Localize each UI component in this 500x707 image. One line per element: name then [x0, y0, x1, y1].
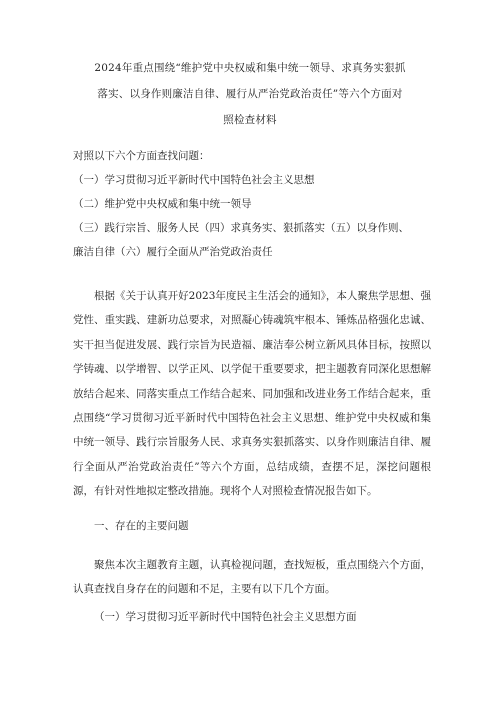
body-paragraph: 根据《关于认真开好2023年度民主生活会的通知》，本人聚焦学思想、强党性、重实践、建新功总要求，对照凝心铸魂筑牢根本、锤炼品格强化忠诚、实干担当促进发展、践行宗旨为民造福、廉洁奉公树立新风具体目标，按照以学铸魂、以学增智、以学正风、以学促干重要要求，把主题教育同深化思想解放结合起来、同落实重点工作结合起来、同加强和改进业务工作结合起来，重点围绕“学习贯彻习近平新时代中国特色社会主义思想、维护党中央权威和集中统一领导、践行宗旨服务人民、求真务实狠抓落实、以身作则廉洁自律、履行全面从严治党政治责任”等六个方面，总结成绩，查摆不足，深挖问题根源，有针对性地拟定整改措施。现将个人对照检查情况报告如下。: [73, 290, 431, 498]
title-line-1: 2024年重点围绕“维护党中央权威和集中统一领导、求真务实狠抓: [94, 62, 406, 74]
list-item: （一）学习贯彻习近平新时代中国特色社会主义思想: [73, 174, 315, 186]
title-line-2: 落实、以身作则廉洁自律、履行从严治党政治责任”等六个方面对: [97, 88, 403, 100]
list-item: （三）践行宗旨、服务人民（四）求真务实、狠抓落实（五）以身作则、: [73, 222, 409, 234]
intro-text: 对照以下六个方面查找问题：: [73, 150, 210, 162]
section-heading: 一、存在的主要问题: [94, 520, 189, 532]
list-item: 廉洁自律（六）履行全面从严治党政治责任: [73, 246, 273, 258]
title-line-3: 照检查材料: [223, 114, 277, 126]
subsection-heading: （一）学习贯彻习近平新时代中国特色社会主义思想方面: [94, 611, 357, 623]
document-title: [60, 55, 440, 133]
section-paragraph: 聚焦本次主题教育主题，认真检视问题，查找短板，重点围绕六个方面，认真查找自身存在的问题和不足，主要有以下几个方面。: [73, 559, 431, 596]
list-item: （二）维护党中央权威和集中统一领导: [73, 198, 252, 210]
